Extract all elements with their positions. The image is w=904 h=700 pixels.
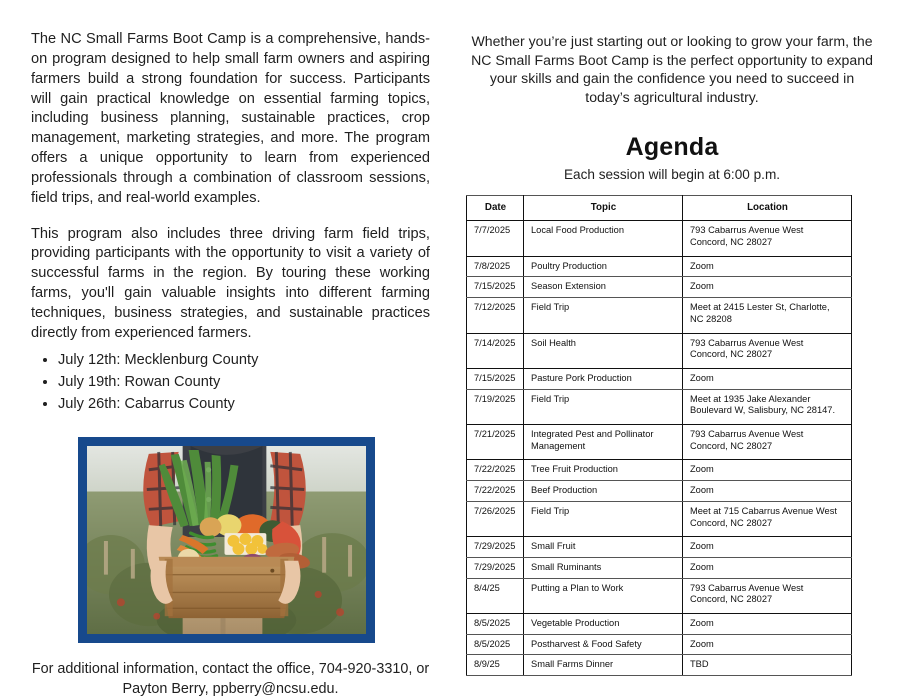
column-header-topic: Topic: [524, 195, 683, 220]
cell-location: [683, 537, 852, 558]
table-row: [467, 368, 852, 389]
cell-topic: Small Fruit: [524, 537, 683, 558]
cell-date: 8/5/2025: [467, 614, 524, 635]
cell-location: [683, 256, 852, 277]
location-line: Zoom: [690, 464, 714, 475]
table-row: [467, 501, 852, 536]
cell-date: 7/22/2025: [467, 481, 524, 502]
cell-topic: Small Farms Dinner: [524, 655, 683, 676]
cell-topic: Field Trip: [524, 389, 683, 424]
cell-topic: Small Ruminants: [524, 557, 683, 578]
cell-location: [683, 425, 852, 460]
location-line: Meet at 1935 Jake Alexander: [690, 393, 811, 404]
location-line: Zoom: [690, 485, 714, 496]
cell-date: 7/14/2025: [467, 333, 524, 368]
cell-date: 7/29/2025: [467, 557, 524, 578]
cell-location: [683, 333, 852, 368]
location-line: 793 Cabarrus Avenue West: [690, 337, 804, 348]
location-line: Zoom: [690, 638, 714, 649]
table-row: [467, 298, 852, 333]
table-row: [467, 460, 852, 481]
cell-topic: Soil Health: [524, 333, 683, 368]
table-row: [467, 578, 852, 613]
cell-location: [683, 557, 852, 578]
farmer-holding-vegetable-crate-photo: [87, 446, 366, 634]
intro-paragraph: Whether you’re just starting out or looking to grow your farm, the NC Small Farms Boot Camp is the perfect opportunity to expand your skills and gain the confidence you need to succeed in today’s agricultural industry.: [471, 33, 873, 106]
table-row: [467, 425, 852, 460]
location-line: 793 Cabarrus Avenue West: [690, 225, 804, 236]
cell-location: [683, 481, 852, 502]
location-line: Zoom: [690, 561, 714, 572]
location-line: Concord, NC 28027: [690, 517, 773, 528]
table-row: [467, 634, 852, 655]
location-line: Meet at 715 Cabarrus Avenue West: [690, 505, 837, 516]
cell-topic: Season Extension: [524, 277, 683, 298]
location-line: Zoom: [690, 541, 714, 552]
list-item: • July 12th: Mecklenburg County: [58, 350, 430, 371]
cell-topic: Integrated Pest and Pollinator Management: [524, 425, 683, 460]
cell-date: 7/29/2025: [467, 537, 524, 558]
location-line: NC 28208: [690, 313, 732, 324]
cell-location: [683, 298, 852, 333]
cell-date: 7/22/2025: [467, 460, 524, 481]
cell-location: [683, 460, 852, 481]
cell-topic: Beef Production: [524, 481, 683, 502]
column-header-location: Location: [683, 195, 852, 220]
table-row: [467, 537, 852, 558]
table-row: [467, 557, 852, 578]
farm-photo-frame: [78, 437, 375, 643]
location-line: Meet at 2415 Lester St, Charlotte,: [690, 302, 830, 313]
cell-topic: Tree Fruit Production: [524, 460, 683, 481]
cell-topic: Pasture Pork Production: [524, 368, 683, 389]
table-row: [467, 614, 852, 635]
cell-topic: Field Trip: [524, 501, 683, 536]
cell-location: [683, 368, 852, 389]
table-header: [467, 195, 852, 220]
list-item: • July 19th: Rowan County: [58, 372, 430, 393]
cell-date: 7/19/2025: [467, 389, 524, 424]
location-line: Zoom: [690, 260, 714, 271]
list-item: • July 26th: Cabarrus County: [58, 394, 430, 415]
table-row: [467, 389, 852, 424]
cell-date: 8/5/2025: [467, 634, 524, 655]
cell-date: 8/9/25: [467, 655, 524, 676]
cell-topic: Postharvest & Food Safety: [524, 634, 683, 655]
table-row: [467, 277, 852, 298]
table-row: [467, 655, 852, 676]
cell-location: [683, 221, 852, 256]
column-header-date: Date: [467, 195, 524, 220]
table-row: [467, 333, 852, 368]
cell-location: [683, 655, 852, 676]
cell-location: [683, 614, 852, 635]
agenda-subtitle: Each session will begin at 6:00 p.m.: [563, 166, 781, 182]
location-line: Concord, NC 28027: [690, 349, 773, 360]
field-trip-list: [31, 350, 430, 415]
cell-topic: Poultry Production: [524, 256, 683, 277]
cell-date: 7/26/2025: [467, 501, 524, 536]
table-header-row: [467, 195, 852, 220]
cell-date: 7/15/2025: [467, 277, 524, 298]
location-line: 793 Cabarrus Avenue West: [690, 582, 804, 593]
cell-date: 7/12/2025: [467, 298, 524, 333]
location-line: 793 Cabarrus Avenue West: [690, 429, 804, 440]
right-column: [452, 0, 904, 700]
page-title: Agenda: [625, 132, 719, 161]
table-row: [467, 481, 852, 502]
cell-date: 7/7/2025: [467, 221, 524, 256]
table-body: [467, 221, 852, 676]
location-line: Zoom: [690, 281, 714, 292]
cell-date: 7/8/2025: [467, 256, 524, 277]
cell-location: [683, 277, 852, 298]
location-line: Zoom: [690, 618, 714, 629]
location-line: Concord, NC 28027: [690, 236, 773, 247]
cell-topic: Local Food Production: [524, 221, 683, 256]
location-line: Boulevard W, Salisbury, NC 28147.: [690, 405, 836, 416]
table-row: [467, 221, 852, 256]
program-description-paragraph: The NC Small Farms Boot Camp is a comprehensive, hands-on program designed to help small farm owners and aspiring farmers build a strong foundation for success. Participants will gain practical knowledge on essential farming topics, including business planning, sustainable practices, crop management, marketing strategies, and more. The program offers a unique opportunity to learn from experienced professionals through a combination of classroom sessions, field trips, and real-world examples.: [31, 31, 430, 206]
cell-topic: Putting a Plan to Work: [524, 578, 683, 613]
cell-topic: Field Trip: [524, 298, 683, 333]
agenda-table-container: [466, 195, 878, 676]
location-line: Zoom: [690, 372, 714, 383]
cell-location: [683, 501, 852, 536]
table-row: [467, 256, 852, 277]
agenda-table: [466, 195, 852, 676]
cell-location: [683, 389, 852, 424]
cell-date: 8/4/25: [467, 578, 524, 613]
cell-topic: Vegetable Production: [524, 614, 683, 635]
cell-location: [683, 578, 852, 613]
location-line: TBD: [690, 659, 709, 670]
field-trips-paragraph: This program also includes three driving farm field trips, providing participants with the opportunity to visit a variety of successful farms in the region. By touring these working farms, you'll gain valuable insights into different farming techniques, business strategies, and sustainable practices directly from experienced farmers.: [31, 225, 430, 341]
cell-date: 7/21/2025: [467, 425, 524, 460]
location-line: Concord, NC 28027: [690, 594, 773, 605]
contact-info: For additional information, contact the office, 704-920-3310, or Payton Berry, ppberry@ncsu.edu.: [31, 661, 430, 698]
cell-date: 7/15/2025: [467, 368, 524, 389]
cell-location: [683, 634, 852, 655]
location-line: Concord, NC 28027: [690, 440, 773, 451]
